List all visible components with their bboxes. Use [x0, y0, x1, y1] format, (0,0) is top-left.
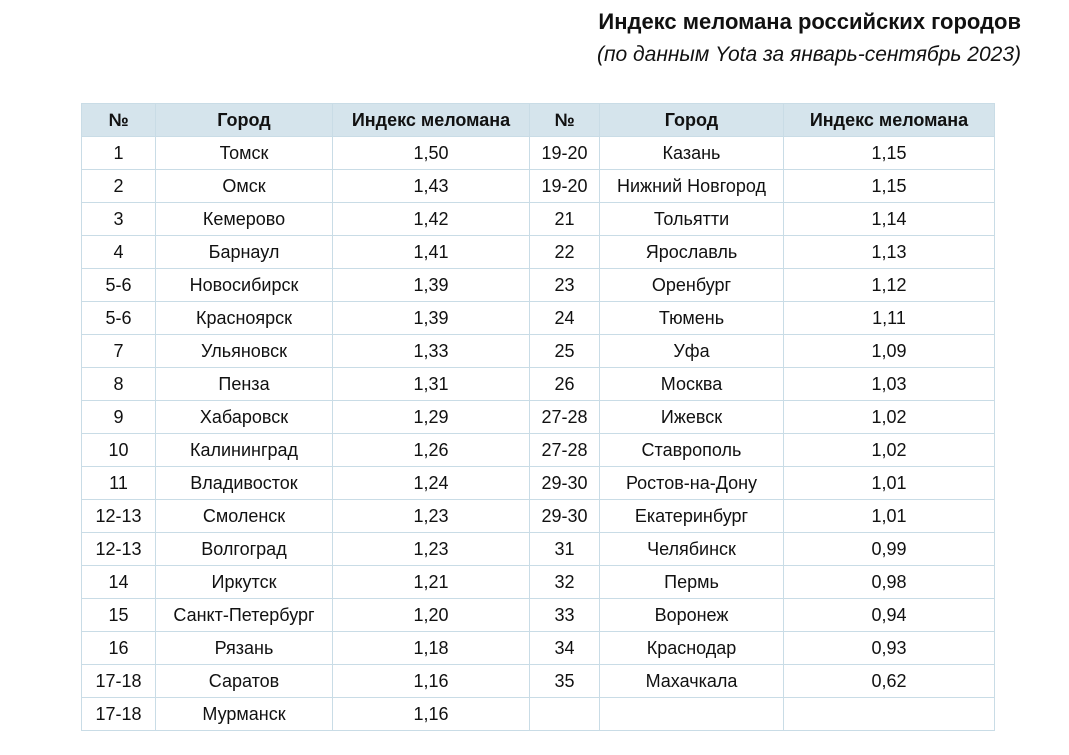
left-index-cell: 1,29 [333, 401, 530, 434]
table-header-row [82, 104, 995, 137]
left-index-cell: 1,33 [333, 335, 530, 368]
left-index-cell: 1,39 [333, 269, 530, 302]
right-empty-cell [530, 698, 600, 731]
left-city-cell: Кемерово [156, 203, 333, 236]
right-index-cell: 1,01 [784, 500, 995, 533]
right-city-cell: Екатеринбург [600, 500, 784, 533]
right-rank-cell: 21 [530, 203, 600, 236]
left-city-cell: Калининград [156, 434, 333, 467]
table-body [82, 137, 995, 731]
left-city-cell: Ульяновск [156, 335, 333, 368]
left-index-cell: 1,43 [333, 170, 530, 203]
left-city-cell: Новосибирск [156, 269, 333, 302]
right-rank-cell: 19-20 [530, 170, 600, 203]
right-rank-cell: 27-28 [530, 401, 600, 434]
right-city-cell: Ставрополь [600, 434, 784, 467]
right-city-cell: Тюмень [600, 302, 784, 335]
header-index-left: Индекс меломана [333, 104, 530, 137]
left-index-cell: 1,23 [333, 533, 530, 566]
left-city-cell: Омск [156, 170, 333, 203]
left-rank-cell: 7 [82, 335, 156, 368]
right-city-cell: Нижний Новгород [600, 170, 784, 203]
right-index-cell: 1,11 [784, 302, 995, 335]
right-index-cell: 0,62 [784, 665, 995, 698]
left-city-cell: Хабаровск [156, 401, 333, 434]
left-index-cell: 1,26 [333, 434, 530, 467]
left-city-cell: Томск [156, 137, 333, 170]
left-rank-cell: 11 [82, 467, 156, 500]
right-city-cell: Оренбург [600, 269, 784, 302]
left-city-cell: Красноярск [156, 302, 333, 335]
right-index-cell: 1,14 [784, 203, 995, 236]
table-row [82, 302, 995, 335]
right-city-cell: Воронеж [600, 599, 784, 632]
table-row [82, 434, 995, 467]
table-row [82, 698, 995, 731]
right-rank-cell: 24 [530, 302, 600, 335]
page-title: Индекс меломана российских городов [598, 9, 1021, 34]
right-rank-cell: 31 [530, 533, 600, 566]
table-row [82, 368, 995, 401]
left-rank-cell: 8 [82, 368, 156, 401]
left-city-cell: Волгоград [156, 533, 333, 566]
right-rank-cell: 19-20 [530, 137, 600, 170]
left-rank-cell: 5-6 [82, 269, 156, 302]
right-rank-cell: 33 [530, 599, 600, 632]
left-city-cell: Мурманск [156, 698, 333, 731]
left-rank-cell: 1 [82, 137, 156, 170]
table-row [82, 236, 995, 269]
table-row [82, 170, 995, 203]
right-city-cell: Махачкала [600, 665, 784, 698]
left-city-cell: Санкт-Петербург [156, 599, 333, 632]
left-rank-cell: 16 [82, 632, 156, 665]
right-rank-cell: 27-28 [530, 434, 600, 467]
left-index-cell: 1,50 [333, 137, 530, 170]
right-city-cell: Москва [600, 368, 784, 401]
right-rank-cell: 26 [530, 368, 600, 401]
left-rank-cell: 5-6 [82, 302, 156, 335]
right-index-cell: 0,99 [784, 533, 995, 566]
right-index-cell: 1,15 [784, 170, 995, 203]
right-rank-cell: 35 [530, 665, 600, 698]
left-index-cell: 1,20 [333, 599, 530, 632]
right-index-cell: 1,02 [784, 401, 995, 434]
left-city-cell: Барнаул [156, 236, 333, 269]
table-row [82, 203, 995, 236]
left-rank-cell: 4 [82, 236, 156, 269]
right-index-cell: 1,12 [784, 269, 995, 302]
left-rank-cell: 2 [82, 170, 156, 203]
ranking-table [81, 103, 995, 731]
left-city-cell: Рязань [156, 632, 333, 665]
header-index-right: Индекс меломана [784, 104, 995, 137]
right-city-cell: Челябинск [600, 533, 784, 566]
right-rank-cell: 32 [530, 566, 600, 599]
right-index-cell: 1,02 [784, 434, 995, 467]
left-index-cell: 1,16 [333, 665, 530, 698]
left-rank-cell: 9 [82, 401, 156, 434]
left-rank-cell: 15 [82, 599, 156, 632]
left-city-cell: Пенза [156, 368, 333, 401]
table-row [82, 533, 995, 566]
right-index-cell: 1,15 [784, 137, 995, 170]
left-city-cell: Смоленск [156, 500, 333, 533]
right-index-cell: 0,93 [784, 632, 995, 665]
left-index-cell: 1,18 [333, 632, 530, 665]
right-rank-cell: 34 [530, 632, 600, 665]
right-rank-cell: 29-30 [530, 467, 600, 500]
right-city-cell: Ижевск [600, 401, 784, 434]
right-index-cell: 1,01 [784, 467, 995, 500]
table-row [82, 269, 995, 302]
right-rank-cell: 23 [530, 269, 600, 302]
left-index-cell: 1,23 [333, 500, 530, 533]
page-subtitle: (по данным Yota за январь-сентябрь 2023) [596, 43, 1021, 66]
right-empty-cell [784, 698, 995, 731]
left-rank-cell: 12-13 [82, 533, 156, 566]
right-city-cell: Тольятти [600, 203, 784, 236]
left-index-cell: 1,39 [333, 302, 530, 335]
table-row [82, 467, 995, 500]
table-row [82, 401, 995, 434]
left-city-cell: Владивосток [156, 467, 333, 500]
left-city-cell: Иркутск [156, 566, 333, 599]
left-city-cell: Саратов [156, 665, 333, 698]
header-rank-left: № [82, 104, 156, 137]
left-index-cell: 1,41 [333, 236, 530, 269]
right-city-cell: Казань [600, 137, 784, 170]
right-rank-cell: 25 [530, 335, 600, 368]
right-index-cell: 1,09 [784, 335, 995, 368]
right-city-cell: Ростов-на-Дону [600, 467, 784, 500]
left-rank-cell: 17-18 [82, 698, 156, 731]
right-empty-cell [600, 698, 784, 731]
right-city-cell: Краснодар [600, 632, 784, 665]
left-index-cell: 1,42 [333, 203, 530, 236]
left-rank-cell: 3 [82, 203, 156, 236]
right-city-cell: Пермь [600, 566, 784, 599]
left-index-cell: 1,21 [333, 566, 530, 599]
left-index-cell: 1,16 [333, 698, 530, 731]
right-index-cell: 1,13 [784, 236, 995, 269]
header-city-left: Город [156, 104, 333, 137]
right-index-cell: 0,94 [784, 599, 995, 632]
right-city-cell: Ярославль [600, 236, 784, 269]
right-index-cell: 1,03 [784, 368, 995, 401]
header-city-right: Город [600, 104, 784, 137]
table-row [82, 665, 995, 698]
right-rank-cell: 29-30 [530, 500, 600, 533]
table-row [82, 632, 995, 665]
left-rank-cell: 17-18 [82, 665, 156, 698]
right-city-cell: Уфа [600, 335, 784, 368]
table-row [82, 137, 995, 170]
left-index-cell: 1,31 [333, 368, 530, 401]
table-row [82, 566, 995, 599]
left-rank-cell: 14 [82, 566, 156, 599]
right-index-cell: 0,98 [784, 566, 995, 599]
header-rank-right: № [530, 104, 600, 137]
left-rank-cell: 10 [82, 434, 156, 467]
table-row [82, 500, 995, 533]
right-rank-cell: 22 [530, 236, 600, 269]
table-row [82, 599, 995, 632]
left-rank-cell: 12-13 [82, 500, 156, 533]
table-row [82, 335, 995, 368]
left-index-cell: 1,24 [333, 467, 530, 500]
